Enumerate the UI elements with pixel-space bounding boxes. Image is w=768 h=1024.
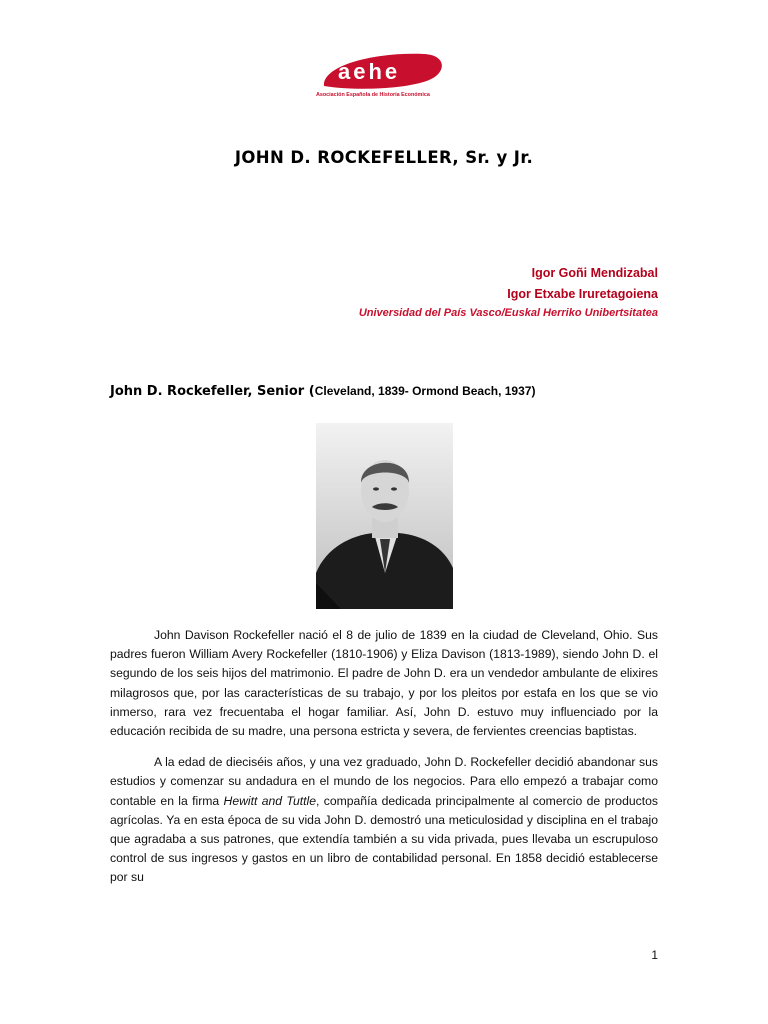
paragraph-2-part-1: A la edad de dieciséis años, y una vez graduado, John D. Rockefeller decidió abandonar sus estudios y comenzar su andadura en el mundo de los negocios. Para ello empezó a trabajar como contable en la firma xyxy=(110,755,658,808)
logo-wordmark: aehe xyxy=(338,59,401,84)
section-heading-main: John D. Rockefeller, Senior ( xyxy=(110,384,315,399)
aehe-logo xyxy=(312,46,452,98)
portrait-image xyxy=(316,423,453,609)
document-title: JOHN D. ROCKEFELLER, Sr. y Jr. xyxy=(234,148,534,167)
author-block xyxy=(359,263,658,322)
author-2: Igor Etxabe Iruretagoiena xyxy=(507,287,658,301)
logo-subtitle: Asociación Española de Historia Económica xyxy=(316,92,430,98)
paragraph-2-part-2: , compañía dedicada principalmente al comercio de productos agrícolas. Ya en esta época de su vida John D. demostró una meticulosidad y disciplina en el trabajo que agradaba a sus patrones, que extendía también a su vida privada, pues llevaba un escrupuloso control de sus ingresos y gastos en un libro de contabilidad personal. En 1858 decidió establecerse por su xyxy=(110,793,658,885)
portrait-photo xyxy=(316,423,453,609)
section-heading xyxy=(110,383,535,399)
author-1: Igor Goñi Mendizabal xyxy=(531,266,658,280)
company-name: Hewitt and Tuttle xyxy=(223,793,316,808)
section-heading-dates: Cleveland, 1839- Ormond Beach, 1937) xyxy=(314,384,536,398)
body-text xyxy=(110,626,658,900)
affiliation: Universidad del País Vasco/Euskal Herriko Unibertsitatea xyxy=(358,307,658,319)
page-number: 1 xyxy=(651,948,658,962)
paragraph-1: John Davison Rockefeller nació el 8 de julio de 1839 en la ciudad de Cleveland, Ohio. Sus padres fueron William Avery Rockefeller (1810-1906) y Eliza Davison (1813-1989), siendo John D. el segundo de los seis hijos del matrimonio. El padre de John D. era un vendedor ambulante de elixires milagrosos que, por las características de su trabajo, y por los pleitos por estafa en los que se vio inmerso, rara vez frecuentaba el hogar familiar. Así, John D. estuvo muy influenciado por la educación recibida de su madre, una persona estricta y severa, de fervientes creencias baptistas. xyxy=(110,628,658,739)
aehe-logo-graphic xyxy=(312,46,452,98)
paragraph-2 xyxy=(110,753,658,887)
